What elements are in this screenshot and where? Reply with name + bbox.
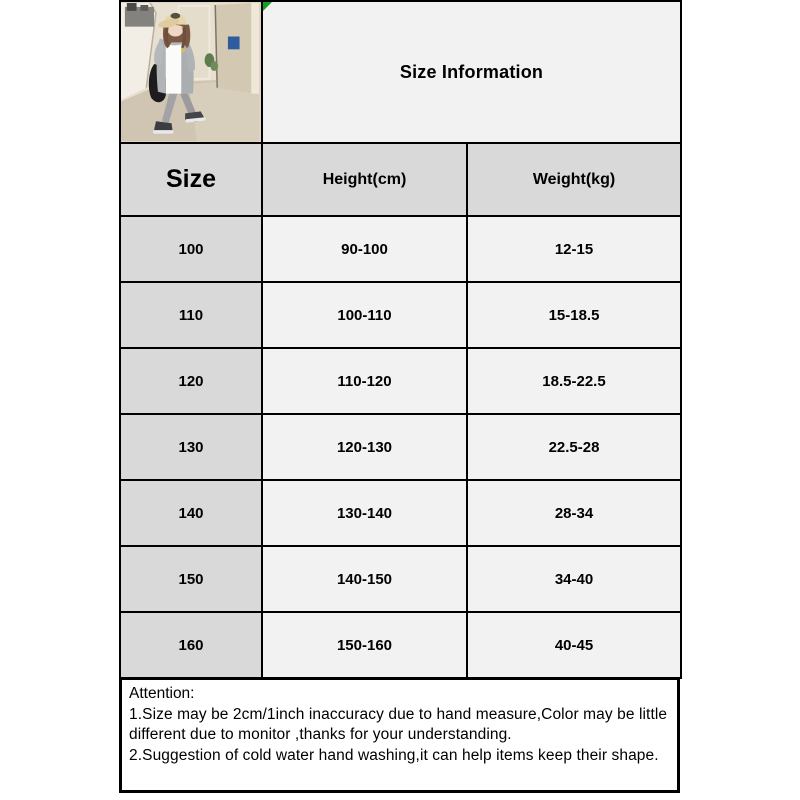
- table-row: [120, 282, 681, 348]
- attention-heading: Attention:: [129, 685, 195, 702]
- weight-value: 22.5-28: [467, 414, 681, 480]
- table-row: [120, 348, 681, 414]
- weight-value: 40-45: [467, 612, 681, 678]
- size-value: 140: [120, 480, 262, 546]
- column-header-height: Height(cm): [262, 143, 467, 216]
- child-photo-illustration: [121, 3, 259, 141]
- size-value: 150: [120, 546, 262, 612]
- attention-box: [119, 677, 680, 793]
- size-value: 100: [120, 216, 262, 282]
- size-chart-sheet: [119, 0, 680, 793]
- table-row: [120, 480, 681, 546]
- attention-note-1: 1.Size may be 2cm/1inch inaccuracy due to hand measure,Color may be little different due to monitor ,thanks for your understanding.: [129, 705, 668, 743]
- height-value: 140-150: [262, 546, 467, 612]
- size-value: 160: [120, 612, 262, 678]
- size-value: 130: [120, 414, 262, 480]
- table-row: [120, 414, 681, 480]
- table-row: [120, 546, 681, 612]
- cell-corner-marker-icon: [263, 2, 272, 11]
- title-cell: [262, 1, 681, 143]
- title-row: [120, 1, 681, 143]
- height-value: 90-100: [262, 216, 467, 282]
- height-value: 110-120: [262, 348, 467, 414]
- attention-note-2: 2.Suggestion of cold water hand washing,it can help items keep their shape.: [129, 746, 659, 764]
- weight-value: 28-34: [467, 480, 681, 546]
- weight-value: 34-40: [467, 546, 681, 612]
- table-row: [120, 216, 681, 282]
- table-header-row: [120, 143, 681, 216]
- weight-value: 18.5-22.5: [467, 348, 681, 414]
- column-header-size: Size: [120, 143, 262, 216]
- page-title: Size Information: [399, 61, 544, 82]
- column-header-weight: Weight(kg): [467, 143, 681, 216]
- height-value: 150-160: [262, 612, 467, 678]
- product-photo: [120, 1, 262, 143]
- weight-value: 15-18.5: [467, 282, 681, 348]
- table-row: [120, 612, 681, 678]
- size-table: [119, 0, 682, 679]
- size-value: 120: [120, 348, 262, 414]
- weight-value: 12-15: [467, 216, 681, 282]
- size-value: 110: [120, 282, 262, 348]
- height-value: 100-110: [262, 282, 467, 348]
- height-value: 120-130: [262, 414, 467, 480]
- height-value: 130-140: [262, 480, 467, 546]
